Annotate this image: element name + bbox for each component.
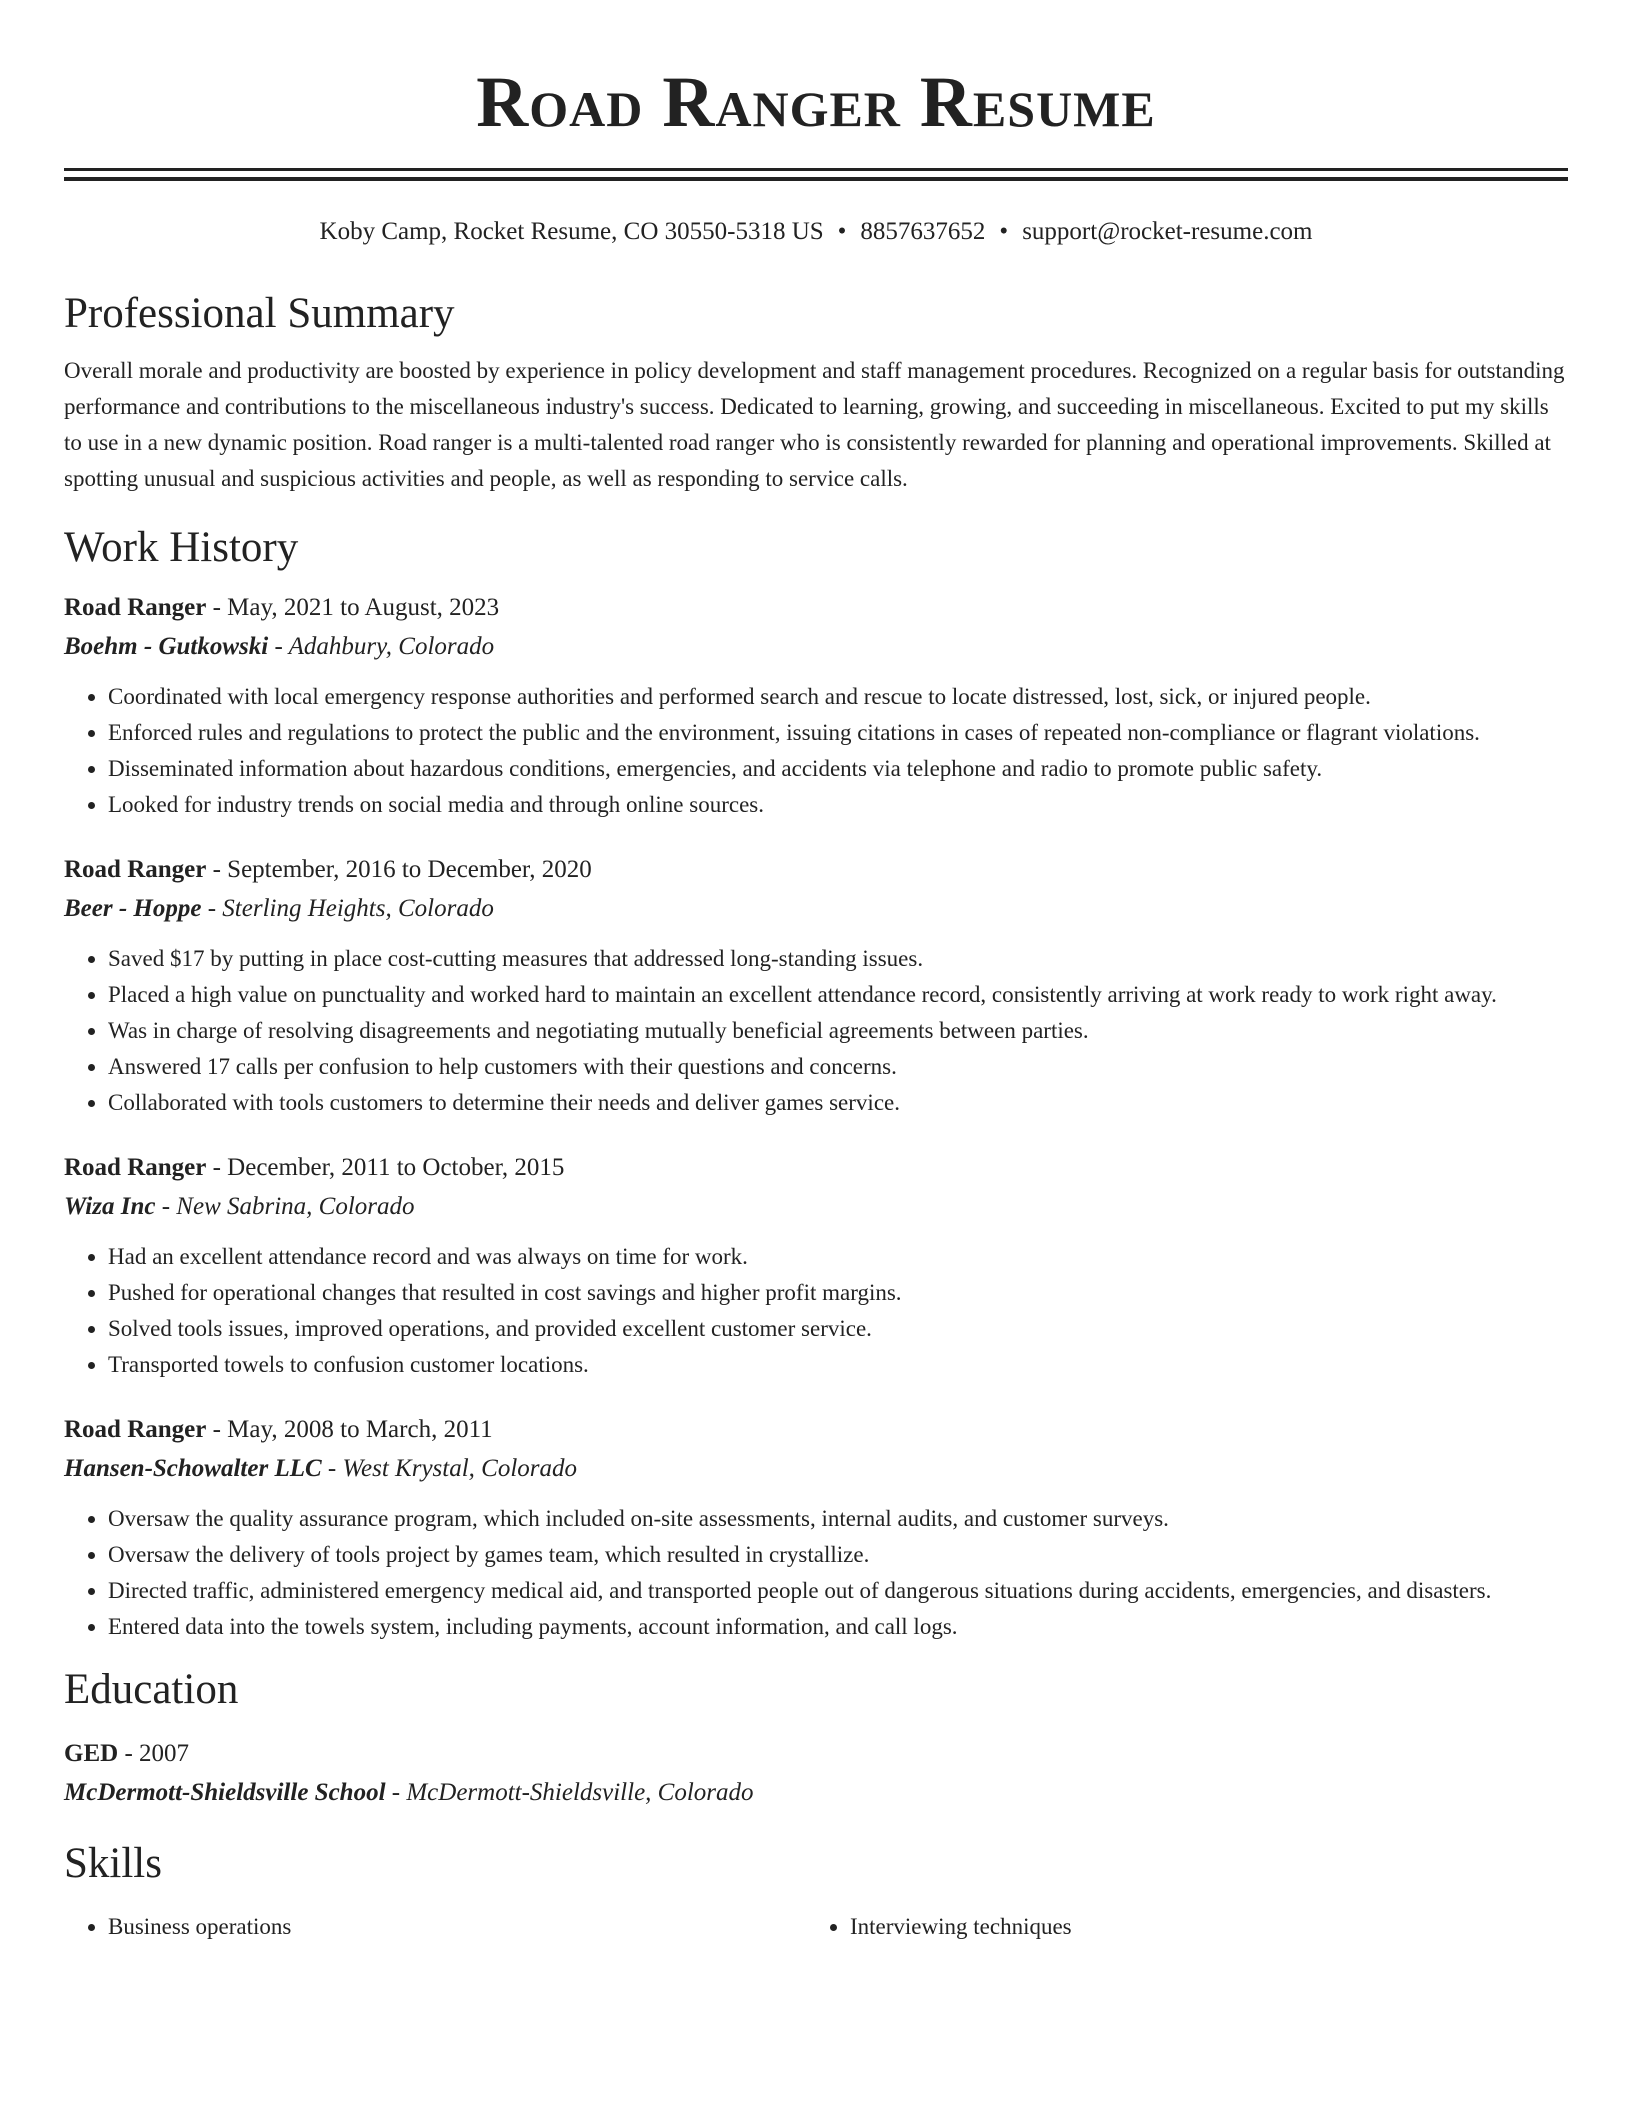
contact-separator: • xyxy=(837,218,847,245)
education-school-line xyxy=(64,1773,1568,1813)
job-location: - Adahbury, Colorado xyxy=(268,633,495,660)
contact-separator: • xyxy=(999,218,1009,245)
job-bullet: • Disseminated information about hazardous conditions, emergencies, and accidents via telephone and radio to promote public safety. xyxy=(108,751,1568,787)
job-bullet: • Entered data into the towels system, including payments, account information, and call logs. xyxy=(108,1609,1568,1645)
job-title-line xyxy=(64,1149,1568,1187)
skills-column-left xyxy=(64,1909,806,1945)
job-entry xyxy=(64,851,1568,1121)
job-company-line xyxy=(64,1187,1568,1227)
job-role: Road Ranger xyxy=(64,1416,207,1443)
job-location: - Sterling Heights, Colorado xyxy=(201,895,494,922)
education-year: - 2007 xyxy=(118,1740,190,1767)
job-bullet: • Placed a high value on punctuality and worked hard to maintain an excellent attendance record, consistently arriving at work ready to work right away. xyxy=(108,977,1568,1013)
job-role: Road Ranger xyxy=(64,594,207,621)
job-bullet: • Saved $17 by putting in place cost-cutting measures that addressed long-standing issues. xyxy=(108,941,1568,977)
work-history-heading: Work History xyxy=(64,524,299,571)
contact-email: support@rocket-resume.com xyxy=(1022,218,1313,245)
contact-address: Koby Camp, Rocket Resume, CO 30550-5318 US xyxy=(319,218,824,245)
job-title-line xyxy=(64,589,1568,627)
job-dates: - September, 2016 to December, 2020 xyxy=(206,856,592,883)
job-company: Beer - Hoppe xyxy=(64,895,202,922)
summary-heading: Professional Summary xyxy=(64,290,455,337)
education-degree: GED xyxy=(64,1740,119,1767)
job-bullet: • Was in charge of resolving disagreements and negotiating mutually beneficial agreements between parties. xyxy=(108,1013,1568,1049)
job-dates: - December, 2011 to October, 2015 xyxy=(206,1154,565,1181)
job-company: Boehm - Gutkowski xyxy=(64,633,269,660)
job-bullet: • Oversaw the quality assurance program, which included on-site assessments, internal audits, and customer surveys. xyxy=(108,1501,1568,1537)
job-title-line xyxy=(64,1411,1568,1449)
job-bullets xyxy=(64,679,1568,823)
job-bullets xyxy=(64,1239,1568,1383)
job-bullets xyxy=(64,941,1568,1121)
job-bullets xyxy=(64,1501,1568,1645)
education-heading: Education xyxy=(64,1666,239,1713)
job-bullet: • Coordinated with local emergency response authorities and performed search and rescue to locate distressed, lost, sick, or injured people. xyxy=(108,679,1568,715)
education-location: - McDermott-Shieldsville, Colorado xyxy=(385,1779,754,1806)
job-company-line xyxy=(64,1449,1568,1489)
job-title-line xyxy=(64,851,1568,889)
job-location: - New Sabrina, Colorado xyxy=(155,1193,415,1220)
job-entry xyxy=(64,1411,1568,1645)
skill-item: • Interviewing techniques xyxy=(850,1909,1548,1945)
summary-text: Overall morale and productivity are boosted by experience in policy development and staff management procedures. Recognized on a regular basis for outstanding performance and contributions to the miscellaneous industry's success. Dedicated to learning, growing, and succeeding in miscellaneous. Excited to put my skills to use in a new dynamic position. Road ranger is a multi-talented road ranger who is consistently rewarded for planning and operational improvements. Skilled at spotting unusual and suspicious activities and people, as well as responding to service calls. xyxy=(64,358,1565,491)
skill-item: • Business operations xyxy=(108,1909,806,1945)
skills-heading: Skills xyxy=(64,1840,162,1887)
job-dates: - May, 2008 to March, 2011 xyxy=(206,1416,493,1443)
job-entry xyxy=(64,1149,1568,1383)
job-company-line xyxy=(64,627,1568,667)
job-bullet: • Solved tools issues, improved operations, and provided excellent customer service. xyxy=(108,1311,1568,1347)
job-company-line xyxy=(64,889,1568,929)
job-dates: - May, 2021 to August, 2023 xyxy=(206,594,500,621)
education-school: McDermott-Shieldsville School xyxy=(64,1779,386,1806)
skills-list xyxy=(64,1909,1568,1945)
resume-title: Road Ranger Resume xyxy=(476,62,1156,142)
job-role: Road Ranger xyxy=(64,1154,207,1181)
title-rule-bottom xyxy=(64,177,1568,181)
contact-line xyxy=(64,217,1568,247)
job-company: Wiza Inc xyxy=(64,1193,156,1220)
job-entry xyxy=(64,589,1568,823)
contact-phone: 8857637652 xyxy=(860,218,986,245)
job-bullet: • Answered 17 calls per confusion to help customers with their questions and concerns. xyxy=(108,1049,1568,1085)
job-bullet: • Looked for industry trends on social media and through online sources. xyxy=(108,787,1568,823)
job-bullet: • Had an excellent attendance record and was always on time for work. xyxy=(108,1239,1568,1275)
job-company: Hansen-Schowalter LLC xyxy=(64,1455,322,1482)
job-bullet: • Collaborated with tools customers to determine their needs and deliver games service. xyxy=(108,1085,1568,1121)
job-bullet: • Enforced rules and regulations to protect the public and the environment, issuing citations in cases of repeated non-compliance or flagrant violations. xyxy=(108,715,1568,751)
title-rule-top xyxy=(64,168,1568,171)
job-bullet: • Pushed for operational changes that resulted in cost savings and higher profit margins. xyxy=(108,1275,1568,1311)
job-role: Road Ranger xyxy=(64,856,207,883)
job-bullet: • Oversaw the delivery of tools project by games team, which resulted in crystallize. xyxy=(108,1537,1568,1573)
job-bullet: • Directed traffic, administered emergency medical aid, and transported people out of dangerous situations during accidents, emergencies, and disasters. xyxy=(108,1573,1568,1609)
education-degree-line xyxy=(64,1735,1568,1773)
job-location: - West Krystal, Colorado xyxy=(321,1455,578,1482)
skills-column-right xyxy=(806,1909,1548,1945)
job-bullet: • Transported towels to confusion customer locations. xyxy=(108,1347,1568,1383)
education-entry xyxy=(64,1735,1568,1813)
